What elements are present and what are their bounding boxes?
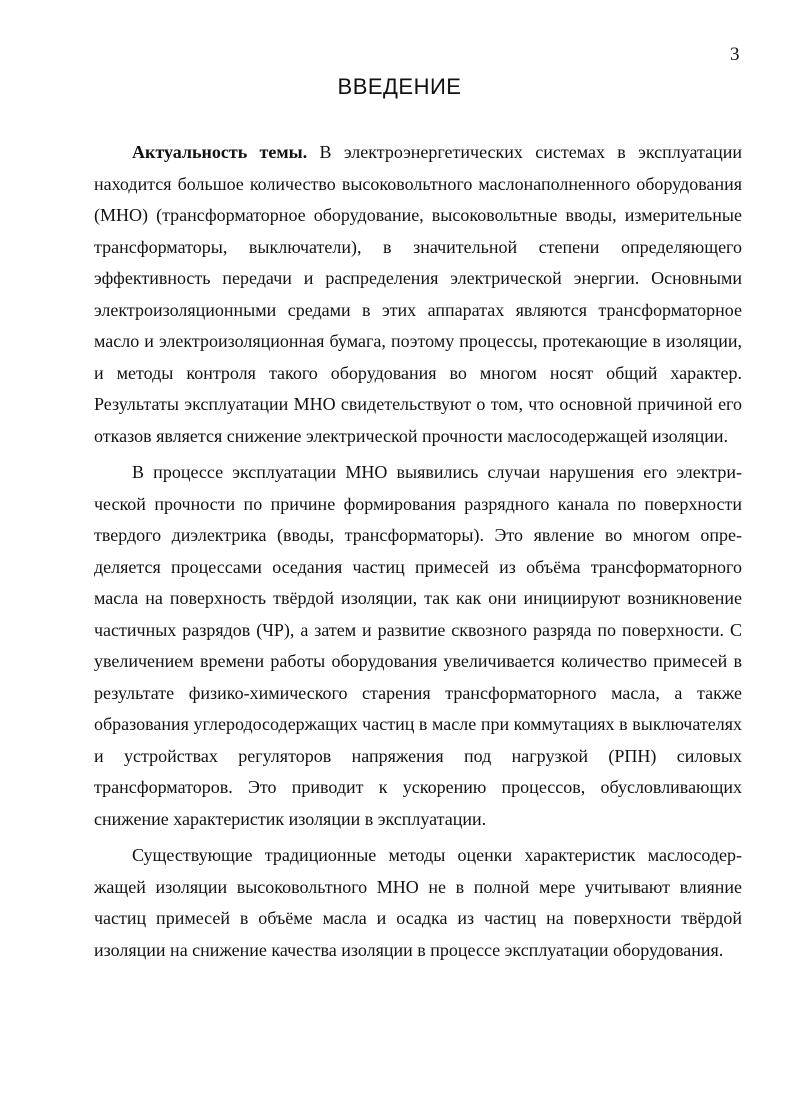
paragraph-methods: Существующие традиционные методы оценки характеристик маслосодержащей изоляции высоковольтного МНО не в полной мере учитывают влияние частиц примесей в объёме масла и осадка из частиц на поверхности твёрдой изоляции на снижение качества изоляции в процессе эксплуатации оборудования. (94, 845, 742, 960)
body-text (94, 137, 742, 971)
page-number: 3 (730, 44, 740, 65)
page-title: ВВЕДЕНИЕ (337, 74, 462, 99)
paragraph-relevance (94, 137, 742, 452)
paragraph-breakdown: В процессе эксплуатации МНО выявились случаи нарушения его электрической прочности по причине формирования разрядного канала по поверхности твердого диэлектрика (вводы, трансформаторы). Это явление во многом определяется процессами оседания частиц примесей из объёма трансформаторного масла на поверхность твёрдой изоляции, так как они инициируют возникновение частичных разрядов (ЧР), а затем и развитие сквозного разряда по поверхности. С увеличением времени работы оборудования увеличивается количество примесей в результате физико-химического старения трансформаторного масла, а также образования углеродосодержащих частиц в масле при коммутациях в выключателях и устройствах регуляторов напряжения под нагрузкой (РПН) силовых трансформаторов. Это приводит к ускорению процессов, обусловливающих снижение характеристик изоляции в эксплуатации. (94, 462, 742, 829)
paragraph-text: В электроэнергетических системах в эксплуатации находится большое количество высоковольтного маслонаполненного оборудования (МНО) (трансформаторное оборудование, высоковольтные вводы, измерительные трансформаторы, выключатели), в значительной степени определяющего эффективность передачи и распределения электрической энергии. Основными электроизоляционными средами в этих аппаратах являются трансформаторное масло и электроизоляционная бумага, поэтому процессы, протекающие в изоляции, и методы контроля такого оборудования во многом носят общий характер. Результаты эксплуатации МНО свидетельствуют о том, что основной причиной его отказов является снижение электрической прочности маслосодержащей изоляции. (94, 142, 742, 446)
paragraph-lead: Актуальность темы. (132, 142, 308, 162)
